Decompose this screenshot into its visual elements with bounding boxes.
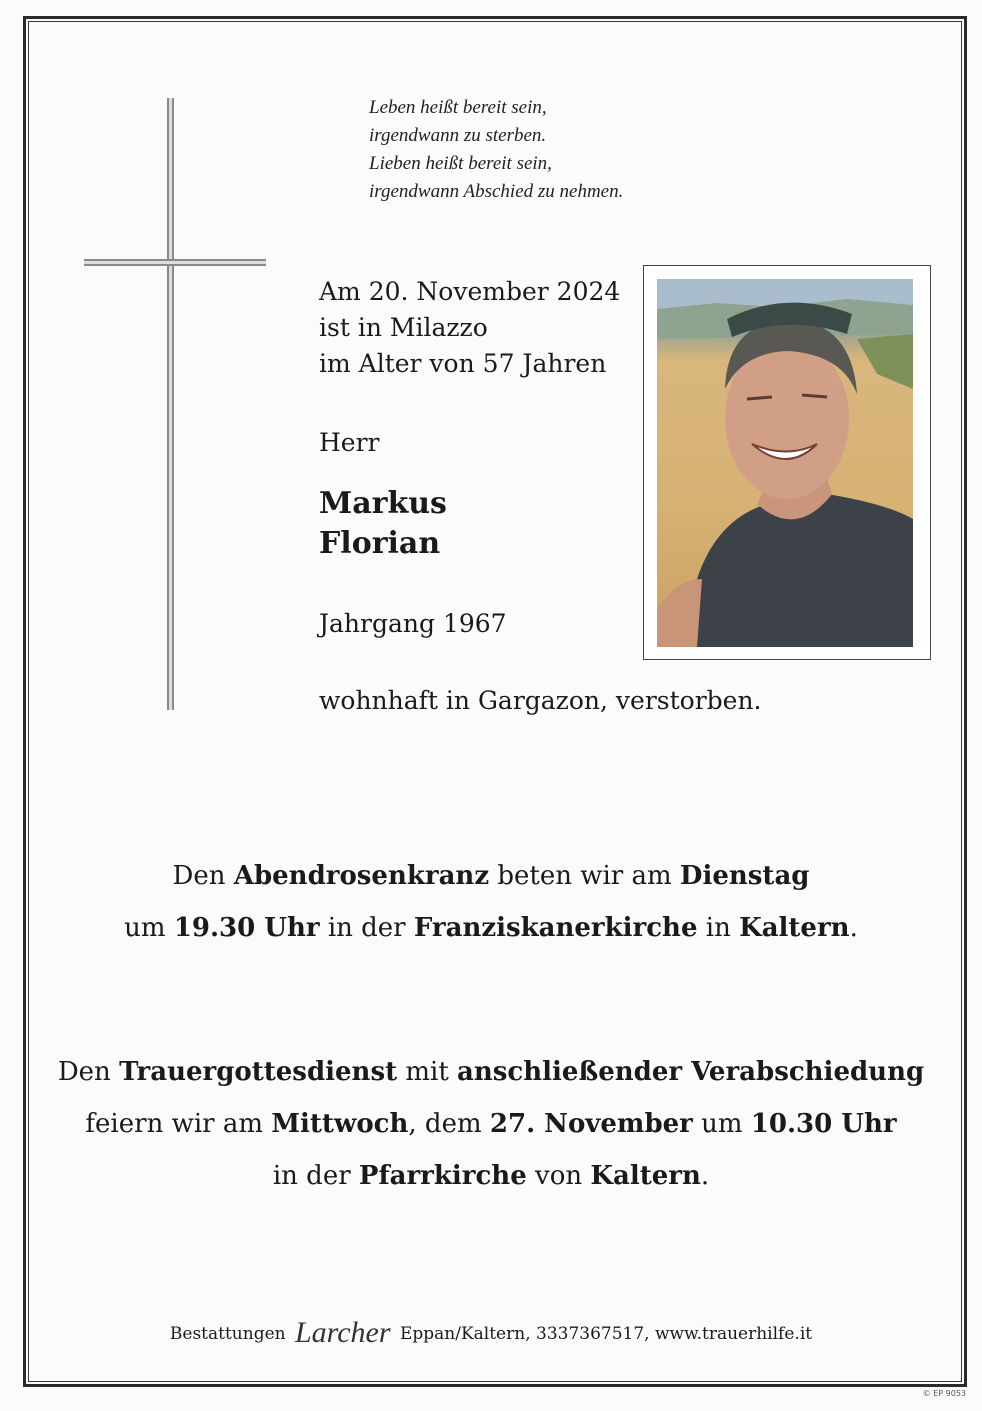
portrait-photo [657,279,913,647]
last-name: Florian [319,526,441,561]
deceased-name [319,484,447,564]
quote-line: Lieben heißt bereit sein, [369,153,552,174]
place-of-death: ist in Milazzo [319,313,488,342]
first-name: Markus [319,486,447,521]
age-at-death: im Alter von 57 Jahren [319,349,607,378]
date-of-death: Am 20. November 2024 [319,277,621,306]
salutation: Herr [319,428,380,457]
rosary-line-2: um 19.30 Uhr in der Franziskanerkirche in Kaltern. [124,913,858,943]
quote-line: irgendwann Abschied zu nehmen. [369,181,624,202]
service-line-3: in der Pfarrkirche von Kaltern. [272,1161,710,1191]
cross-horizontal-beam [84,259,266,266]
portrait-frame [643,265,931,660]
birth-year: Jahrgang 1967 [319,609,507,638]
portrait-illustration [657,279,913,647]
print-code: © EP 9053 [922,1389,966,1398]
footer-contact: Eppan/Kaltern, 3337367517, www.trauerhilfe.it [399,1324,813,1344]
rosary-announcement [0,850,982,954]
cross-vertical-beam [167,98,174,710]
service-line-2: feiern wir am Mittwoch, dem 27. November um 10.30 Uhr [85,1109,897,1139]
memorial-quote [369,94,789,206]
quote-line: irgendwann zu sterben. [369,125,547,146]
death-announcement [319,274,639,382]
service-line-1: Den Trauergottesdienst mit anschließender Verabschiedung [57,1057,925,1087]
residence: wohnhaft in Gargazon, verstorben. [319,686,762,715]
funeral-home-footer [0,1318,982,1349]
funeral-home-logo: Larcher [295,1316,391,1349]
rosary-line-1: Den Abendrosenkranz beten wir am Dienstag [172,861,810,891]
funeral-service-announcement [0,1046,982,1202]
footer-prefix: Bestattungen [169,1324,286,1344]
quote-line: Leben heißt bereit sein, [369,97,547,118]
